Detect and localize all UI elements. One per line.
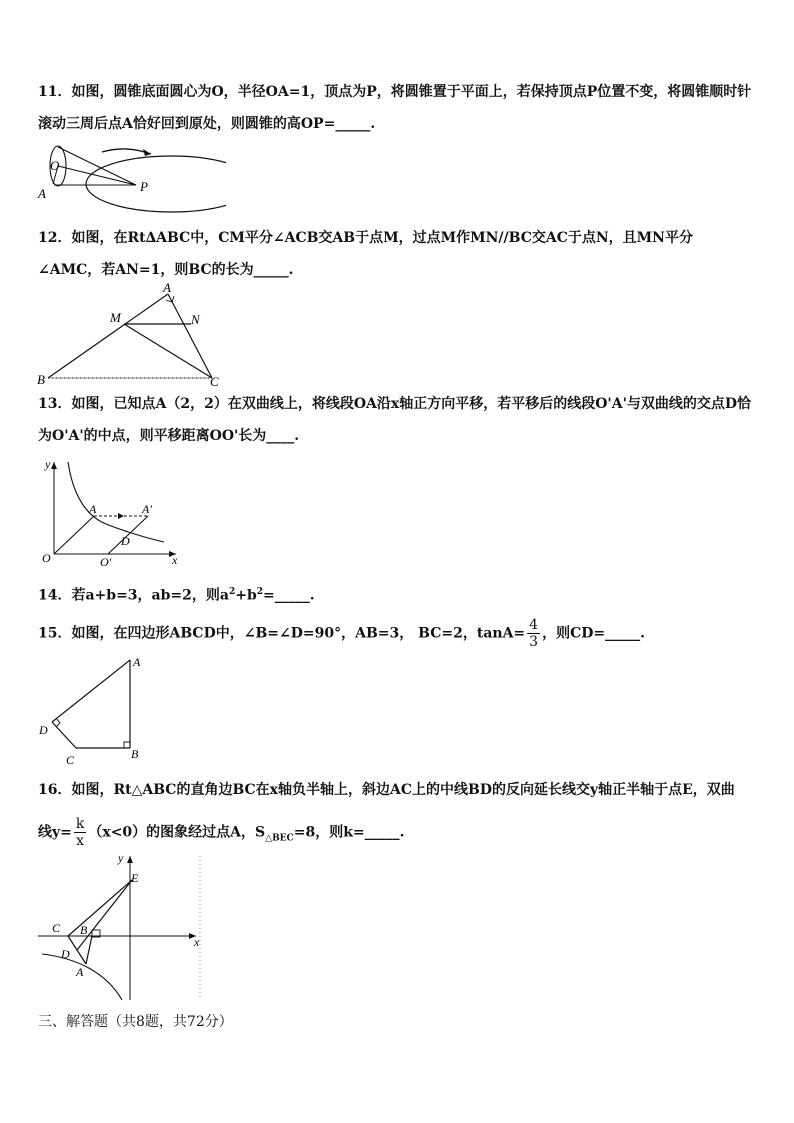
q11-label-A: A: [38, 186, 46, 201]
q16-text-line2: 线y= $\frac{k}{x}$ （x<0）的图象经过点A，$S_{\triangle BEC}=8$，则k=_____.: [38, 816, 405, 849]
q16-hyperbola-figure: [36, 850, 206, 1005]
q16-fraction: $\frac{k}{x}$: [75, 816, 85, 849]
q11-label-O: O: [50, 158, 60, 173]
q13-text-line1: 13．如图，已知点A（2，2）在双曲线上，将线段OA沿x轴正方向平移，若平移后的线段O'A'与双曲线的交点D恰: [38, 396, 751, 412]
q15-text: 15．如图，在四边形ABCD中，∠B=∠D=90°，AB=3， BC=2，tanA= $\frac{4}{3}$ ，则CD=_____.: [38, 617, 645, 650]
q11-text-line1: 11．如图，圆锥底面圆心为O，半径OA=1，顶点为P，将圆锥置于平面上，若保持顶点P位置不变，将圆锥顺时针: [38, 84, 752, 100]
q12-label-M: M: [110, 310, 121, 325]
q12-label-A: A: [163, 282, 171, 295]
q15-fraction: $\frac{4}{3}$: [529, 617, 539, 650]
q15-quadrilateral-figure: [36, 652, 156, 770]
q16-axis-y: y: [118, 851, 124, 865]
q13-label-A: A: [89, 502, 97, 516]
q12-text-line1: 12．如图，在Rt∆ABC中，CM平分∠ACB交AB于点M，过点M作MN//BC交AC于点N，且MN平分: [38, 230, 693, 246]
q13-hyperbola-figure: [36, 452, 186, 570]
q13-label-O: O: [42, 551, 51, 565]
q12-label-N: N: [191, 312, 200, 327]
q13-label-O-prime: O': [100, 555, 112, 569]
section-3-heading: 三、解答题（共8题，共72分）: [38, 1014, 233, 1030]
q11-label-P: P: [140, 179, 148, 194]
q16-axis-x: x: [194, 935, 200, 949]
q13-axis-x: x: [172, 553, 178, 567]
q15-label-A: A: [133, 655, 141, 669]
q13-label-A-prime: A': [142, 502, 152, 516]
q16-label-D: D: [61, 947, 70, 961]
q12-label-C: C: [210, 374, 219, 389]
q16-label-C: C: [52, 921, 61, 935]
q16-label-B: B: [80, 923, 88, 937]
q13-label-D: D: [121, 534, 130, 548]
q13-axis-y: y: [45, 457, 51, 471]
q16-label-A: A: [76, 965, 84, 979]
q14-text: 14．若a+b=3，ab=2，则$a^2+b^2=\_\_\_\_\_$.: [38, 587, 315, 604]
q13-text-line2: 为O'A'的中点，则平移距离OO'长为____.: [38, 428, 300, 444]
q15-label-B: B: [131, 747, 139, 761]
q16-text-line1: 16．如图，Rt△ABC的直角边BC在x轴负半轴上，斜边AC上的中线BD的反向延长线交y轴正半轴于点E，双曲: [38, 782, 735, 798]
q16-label-E: E: [131, 871, 139, 885]
q12-triangle-figure: [36, 282, 236, 390]
q12-text-line2: ∠AMC，若AN=1，则BC的长为_____.: [38, 262, 294, 278]
q11-text-line2: 滚动三周后点A恰好回到原处，则圆锥的高OP=_____.: [38, 116, 376, 132]
q12-label-B: B: [37, 372, 45, 387]
q15-label-D: D: [39, 723, 48, 737]
q11-cone-figure: [36, 140, 226, 215]
q15-label-C: C: [66, 753, 75, 767]
